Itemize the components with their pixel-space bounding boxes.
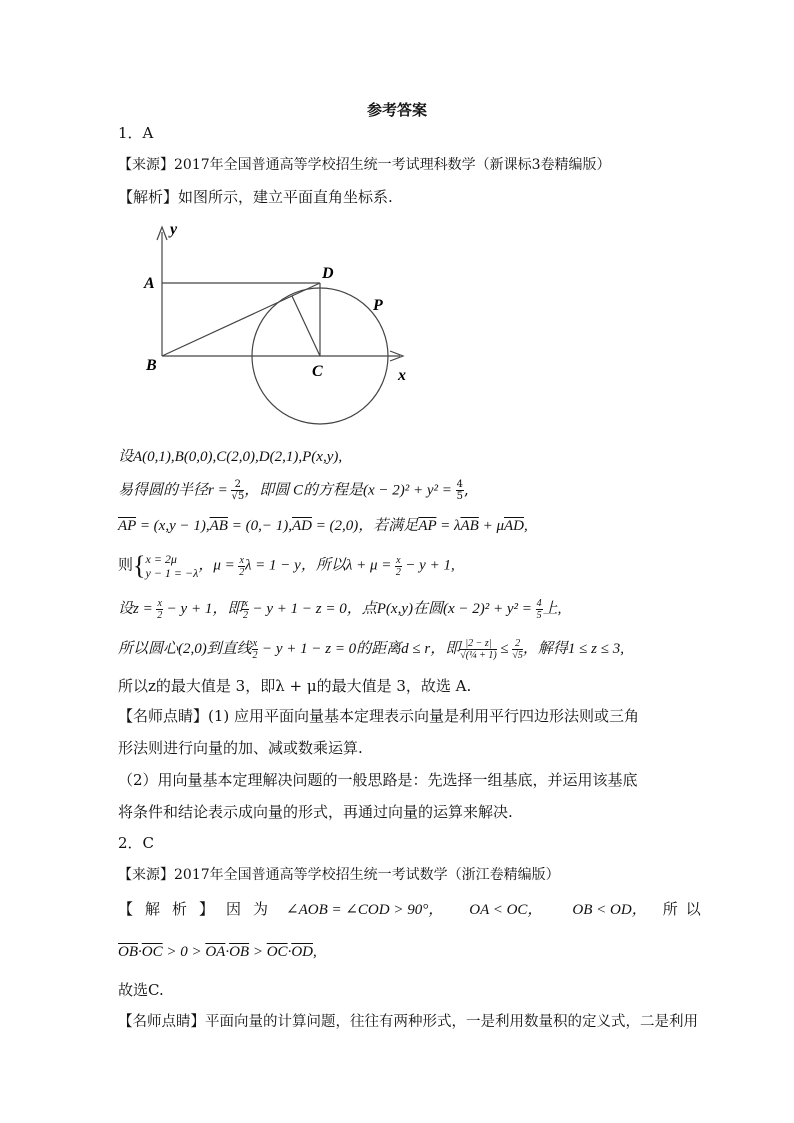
q2-analysis-a: 【解析】因为 [118, 900, 281, 918]
q2-analysis [118, 899, 709, 920]
line2-text-a: 易得圆的半径r = [118, 482, 232, 499]
frac-num: 2 [231, 479, 244, 491]
page-title: 参考答案 [366, 101, 427, 119]
fraction-rsq [536, 598, 543, 621]
frac-num: x [243, 598, 248, 609]
ineq-text: , [312, 944, 317, 960]
q2-analysis-d: OB < OD， [572, 902, 647, 918]
q1-tip-c: （2）用向量基本定理解决问题的一般思路是：先选择一组基底，并运用该基底 [118, 771, 638, 789]
frac-num: x [157, 598, 162, 609]
line3-text: = λ [436, 518, 461, 534]
coordinate-figure [140, 218, 420, 428]
vector-OC: $\overline{OC}$ [266, 944, 288, 960]
system-eq-2: y − 1 = −λ [145, 566, 199, 580]
q1-line4 [118, 552, 455, 580]
q2-inequality [118, 942, 317, 962]
label-B: B [146, 357, 157, 374]
vector-OB: $\overline{OB}$ [229, 944, 250, 960]
q1-tip-d: 将条件和结论表示成向量的形式，再通过向量的运算来解决. [118, 803, 513, 821]
frac-den: 2 [243, 610, 249, 621]
q2-source: 【来源】2017年全国普通高等学校招生统一考试数学（浙江卷精编版） [118, 867, 560, 883]
q2-conclusion: 故选C. [118, 981, 164, 999]
frac-num: 4 [456, 479, 463, 490]
fraction-radius [512, 638, 523, 661]
line3-text: = (x,y − 1), [136, 518, 210, 534]
q1-line3 [118, 516, 528, 536]
vector-OB: $\overline{OB}$ [118, 944, 138, 960]
line6-text-b: − y + 1 − z = 0的距离d ≤ r，即 [258, 640, 461, 657]
label-x: x [398, 367, 406, 384]
fraction-radius [231, 479, 244, 502]
vector-OD: $\overline{OD}$ [291, 944, 313, 960]
vector-OA: $\overline{OA}$ [205, 944, 226, 960]
line6-text-a: 所以圆心(2,0)到直线 [118, 640, 252, 657]
frac-num: 2 [512, 638, 523, 650]
line3-text: = (2,0)，若满足 [311, 518, 419, 534]
frac-den: 2 [239, 566, 245, 578]
label-A: A [144, 275, 155, 292]
dot: · [225, 944, 230, 960]
line5-text-c: − y + 1 − z = 0，点P(x,y)在圆(x − 2)² + y² = [248, 600, 536, 617]
line4-text-b: ，μ = [198, 557, 239, 574]
ineq-text: > [249, 944, 267, 960]
dot: · [138, 944, 142, 960]
q1-line2 [118, 479, 469, 502]
frac-num: x [239, 554, 244, 566]
equation-system [146, 552, 199, 580]
line2-text-b: ，即圆 C的方程是(x − 2)² + y² = [244, 482, 456, 499]
frac-den: √(¼ + 1) [460, 650, 497, 661]
frac-den: 5 [536, 610, 542, 621]
line6-text-d: ，解得1 ≤ z ≤ 3, [522, 640, 624, 657]
q2-analysis-b: ∠AOB = ∠COD > 90°， [286, 902, 444, 918]
frac-num: |2 − z| [460, 638, 496, 650]
frac-den: 5 [456, 491, 463, 502]
fraction-rsq [456, 479, 464, 502]
label-P: P [373, 297, 383, 314]
line5-text-d: 上, [542, 600, 562, 617]
q2-number: 2．C [118, 834, 155, 852]
q2-analysis-e: 所以 [662, 900, 709, 918]
line5-text-b: − y + 1，即 [162, 600, 243, 617]
q1-line6 [118, 638, 624, 661]
segment-BD [162, 283, 320, 356]
q1-line7: 所以z的最大值是 3，即λ + μ的最大值是 3，故选 A. [118, 677, 472, 695]
frac-num: x [252, 638, 258, 649]
frac-num: x [396, 554, 401, 566]
vector-AB: $\overline{AB}$ [209, 518, 228, 534]
line3-text: , [523, 518, 528, 534]
q2-tip: 【名师点睛】平面向量的计算问题，往往有两种形式，一是利用数量积的定义式，二是利用 [118, 1014, 698, 1030]
system-eq-1: x = 2μ [145, 552, 177, 566]
q2-analysis-c: OA < OC， [469, 902, 543, 918]
label-D: D [322, 265, 334, 282]
line3-text: = (0,− 1), [227, 518, 292, 534]
frac-den: 2 [157, 610, 163, 621]
q1-tip-a: 【名师点睛】(1) 应用平面向量基本定理表示向量是利用平行四边形法则或三角 [118, 707, 640, 725]
frac-den: √5 [512, 650, 523, 661]
dot: · [287, 944, 292, 960]
vector-AD: $\overline{AD}$ [291, 518, 312, 534]
label-C: C [312, 363, 323, 380]
q1-source: 【来源】2017年全国普通高等学校招生统一考试理科数学（新课标3卷精编版） [118, 157, 611, 173]
q1-line5 [118, 598, 561, 621]
frac-den: 2 [252, 650, 258, 661]
radius-segment [292, 296, 320, 356]
q1-number: 1．A [118, 124, 154, 142]
brace: { [133, 551, 146, 580]
ineq-text: > 0 > [162, 944, 206, 960]
vector-AP: $\overline{AP}$ [418, 518, 437, 534]
line4-text-a: 则 [118, 557, 134, 574]
frac-den: √5 [231, 491, 245, 502]
line2-text-c: , [464, 480, 469, 499]
vector-AB: $\overline{AB}$ [460, 518, 479, 534]
label-y: y [170, 221, 178, 238]
vector-OC: $\overline{OC}$ [141, 944, 163, 960]
line4-text-d: − y + 1, [401, 557, 455, 574]
line4-text-c: λ = 1 − y，所以λ + μ = [244, 557, 396, 574]
line5-text-a: 设z = [118, 600, 157, 617]
line3-text: + μ [478, 518, 504, 534]
frac-den: 2 [395, 566, 401, 578]
vector-AP: $\overline{AP}$ [118, 518, 137, 534]
q1-line1: 设A(0,1),B(0,0),C(2,0),D(2,1),P(x,y), [118, 449, 343, 465]
q1-analysis-intro: 【解析】如图所示，建立平面直角坐标系. [118, 188, 393, 206]
frac-num: 4 [536, 598, 542, 609]
q1-tip-b: 形法则进行向量的加、减或数乘运算. [118, 739, 363, 757]
line6-text-c: ≤ [496, 640, 513, 657]
vector-AD: $\overline{AD}$ [503, 518, 524, 534]
fraction-distance [460, 638, 496, 661]
